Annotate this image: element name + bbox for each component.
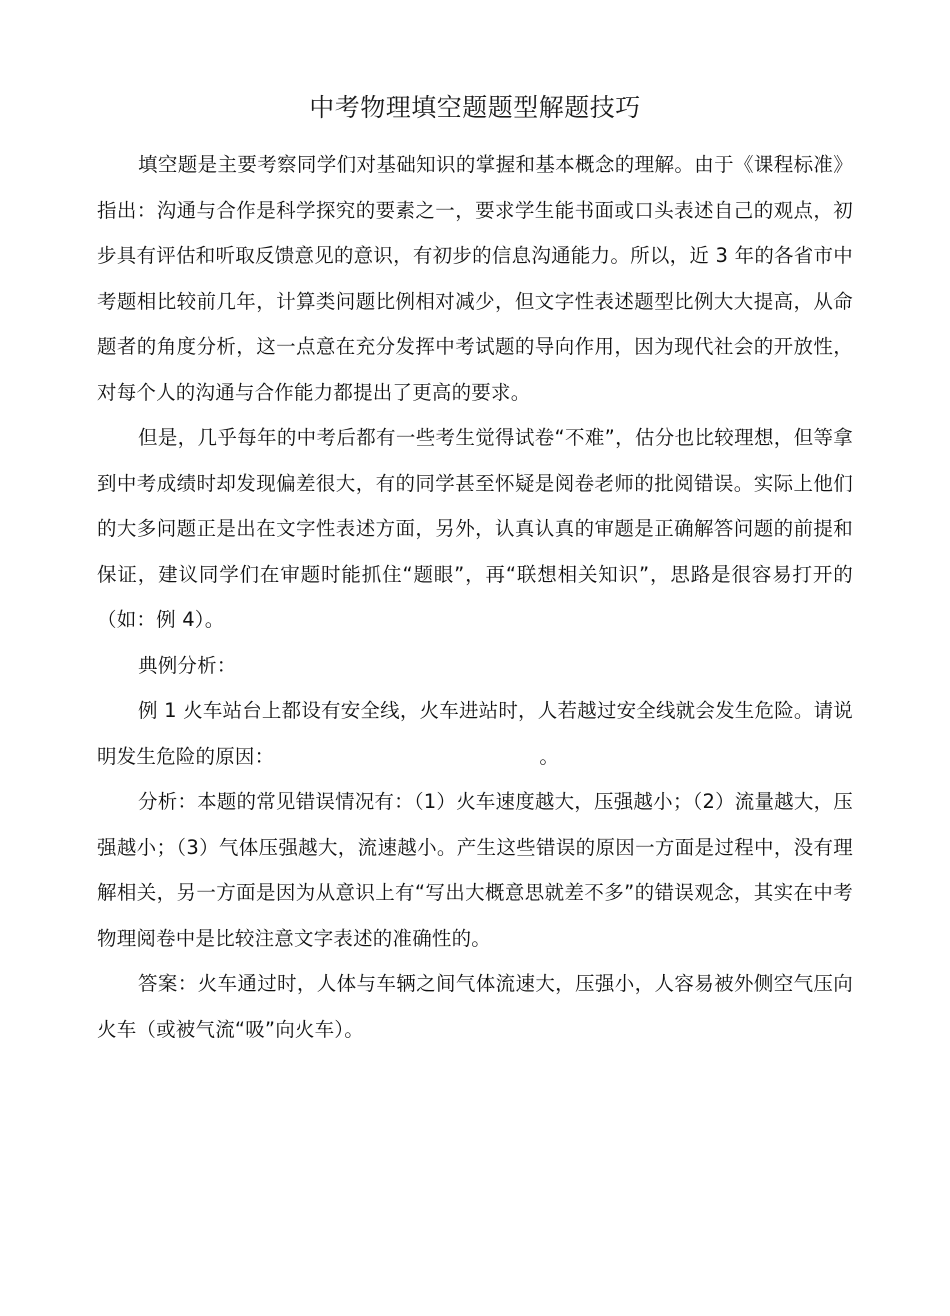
document-title: 中考物理填空题题型解题技巧	[309, 93, 641, 122]
section-heading: 典例分析：	[138, 653, 237, 677]
example1-end: 。	[539, 744, 560, 768]
answer-paragraph: 答案：火车通过时，人体与车辆之间气体流速大，压强小，人容易被外侧空气压向火车（或被气流“吸”向火车）。	[97, 972, 853, 1041]
example1-paragraph	[97, 688, 853, 779]
example1-question: 例 1 火车站台上都设有安全线，火车进站时，人若越过安全线就会发生危险。请说明发生危险的原因：	[97, 699, 853, 768]
document-body	[97, 142, 853, 1052]
second-paragraph: 但是，几乎每年的中考后都有一些考生觉得试卷“不难”，估分也比较理想，但等拿到中考成绩时却发现偏差很大，有的同学甚至怀疑是阅卷老师的批阅错误。实际上他们的大多问题正是出在文字性表述方面，另外，认真认真的审题是正确解答问题的前提和保证，建议同学们在审题时能抓住“题眼”，再“联想相关知识”，思路是很容易打开的（如：例 4）。	[97, 426, 853, 631]
intro-paragraph: 填空题是主要考察同学们对基础知识的掌握和基本概念的理解。由于《课程标准》指出：沟通与合作是科学探究的要素之一，要求学生能书面或口头表述自己的观点，初步具有评估和听取反馈意见的意识，有初步的信息沟通能力。所以，近 3 年的各省市中考题相比较前几年，计算类问题比例相对减少，但文字性表述题型比例大大提高，从命题者的角度分析，这一点意在充分发挥中考试题的导向作用，因为现代社会的开放性，对每个人的沟通与合作能力都提出了更高的要求。	[97, 153, 853, 404]
analysis-paragraph: 分析：本题的常见错误情况有：（1）火车速度越大，压强越小；（2）流量越大，压强越小；（3）气体压强越大，流速越小。产生这些错误的原因一方面是过程中，没有理解相关，另一方面是因为从意识上有“写出大概意思就差不多”的错误观念，其实在中考物理阅卷中是比较注意文字表述的准确性的。	[97, 790, 853, 950]
